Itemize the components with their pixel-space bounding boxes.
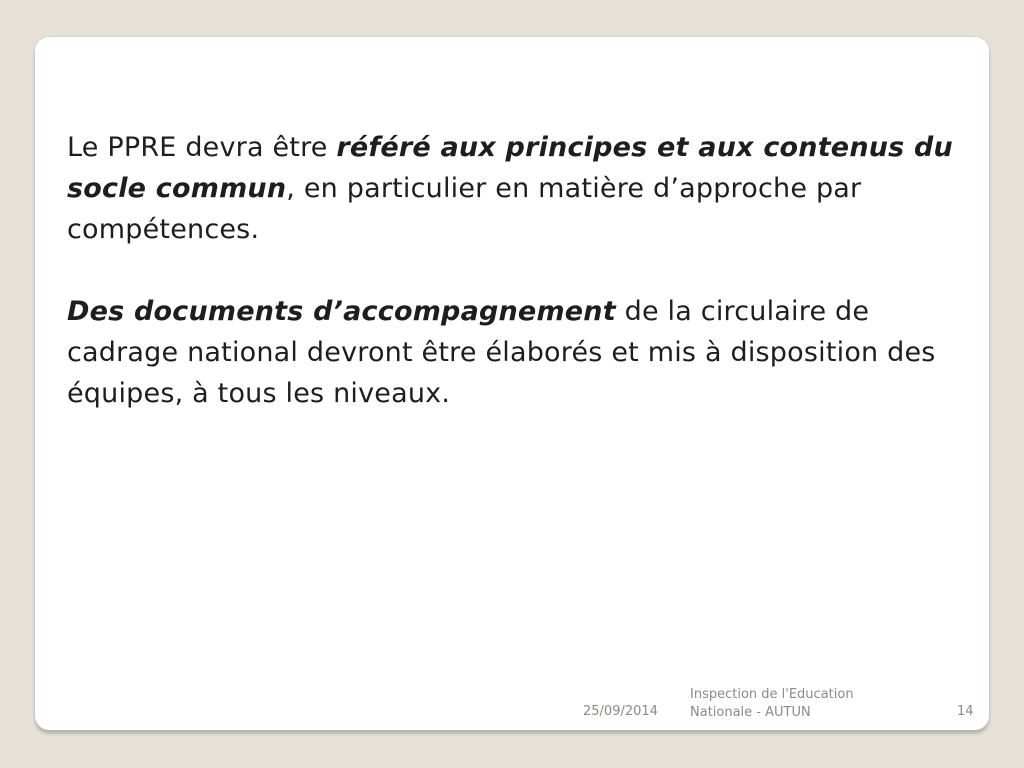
slide [35, 37, 989, 730]
paragraph-ppre-text: Le PPRE devra être [67, 132, 337, 163]
footer-date: 25/09/2014 [583, 704, 658, 719]
paragraph-ppre [67, 127, 972, 250]
slide-body [67, 127, 972, 455]
paragraph-documents [67, 291, 972, 414]
paragraph-ppre-text-end: , en particulier en matière d’approche par compétences. [67, 173, 862, 245]
paragraph-documents-text: de la circulaire de cadrage national devront être élaborés et mis à disposition des équipes, à tous les niveaux. [67, 296, 936, 409]
paragraph-documents-emphasis: Des documents d’accompagnement [67, 296, 616, 327]
footer-organization-line1: Inspection de l'Education [690, 687, 854, 702]
footer-organization-line2: Nationale - AUTUN [690, 705, 811, 720]
paragraph-ppre-emphasis: référé aux principes et aux contenus du socle commun [67, 132, 953, 204]
footer-organization [690, 686, 910, 722]
slide-number: 14 [957, 704, 974, 719]
